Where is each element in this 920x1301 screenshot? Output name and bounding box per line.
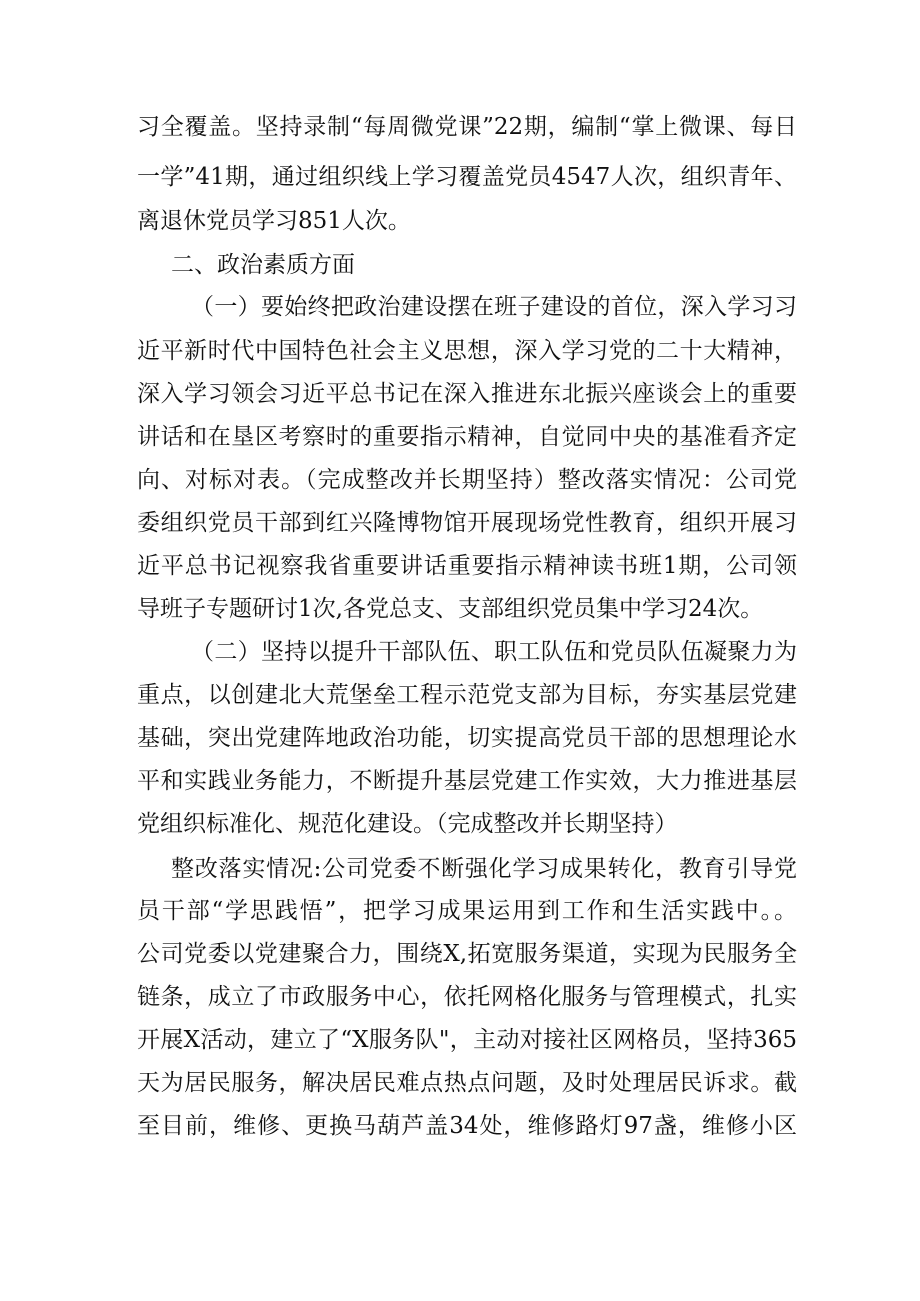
paragraph-line: 公司党委以党建聚合力，围绕X,拓宽服务渠道，实现为民服务全 (137, 941, 797, 967)
paragraph-line: 党组织标准化、规范化建设。（完成整改并长期坚持） (137, 811, 678, 837)
paragraph-line: 开展X活动，建立了“X服务队"，主动对接社区网格员，坚持365 (137, 1027, 797, 1053)
paragraph-line: （一）要始终把政治建设摆在班子建设的首位，深入学习习 (191, 294, 797, 320)
paragraph-line: 委组织党员干部到红兴隆博物馆开展现场党性教育，组织开展习 (137, 510, 797, 536)
paragraph-line: 习全覆盖。坚持录制“每周微党课”22期，编制“掌上微课、每日 (137, 114, 797, 140)
paragraph-line: 近平总书记视察我省重要讲话重要指示精神读书班1期，公司领 (137, 553, 797, 579)
paragraph-line: 一学”41期，通过组织线上学习覆盖党员4547人次，组织青年、 (137, 164, 797, 190)
paragraph-line: 至目前，维修、更换马葫芦盖34处，维修路灯97盏，维修小区 (137, 1113, 797, 1139)
paragraph-line: 基础，突出党建阵地政治功能，切实提高党员干部的思想理论水 (137, 725, 797, 751)
paragraph-line: 向、对标对表。（完成整改并长期坚持）整改落实情况：公司党 (137, 467, 797, 493)
section-heading: 二、政治素质方面 (171, 252, 355, 278)
paragraph-line: 平和实践业务能力，不断提升基层党建工作实效，大力推进基层 (137, 768, 797, 794)
paragraph-line: 重点，以创建北大荒堡垒工程示范党支部为目标，夯实基层党建 (137, 682, 797, 708)
paragraph-line: 离退休党员学习851人次。 (137, 208, 411, 234)
paragraph-line: 天为居民服务，解决居民难点热点问题，及时处理居民诉求。截 (137, 1070, 797, 1096)
paragraph-line: 近平新时代中国特色社会主义思想，深入学习党的二十大精神， (137, 338, 797, 364)
paragraph-line: 导班子专题研讨1次,各党总支、支部组织党员集中学习24次。 (137, 596, 764, 622)
paragraph-line: （二）坚持以提升干部队伍、职工队伍和党员队伍凝聚力为 (191, 639, 797, 665)
paragraph-line: 深入学习领会习近平总书记在深入推进东北振兴座谈会上的重要 (137, 381, 797, 407)
paragraph-line: 讲话和在垦区考察时的重要指示精神，自觉同中央的基准看齐定 (137, 424, 797, 450)
paragraph-line: 链条，成立了市政服务中心，依托网格化服务与管理模式，扎实 (137, 984, 797, 1010)
paragraph-line: 整改落实情况:公司党委不断强化学习成果转化，教育引导党 (171, 856, 797, 882)
paragraph-line: 员干部“学思践悟”，把学习成果运用到工作和生活实践中。。 (137, 898, 797, 924)
